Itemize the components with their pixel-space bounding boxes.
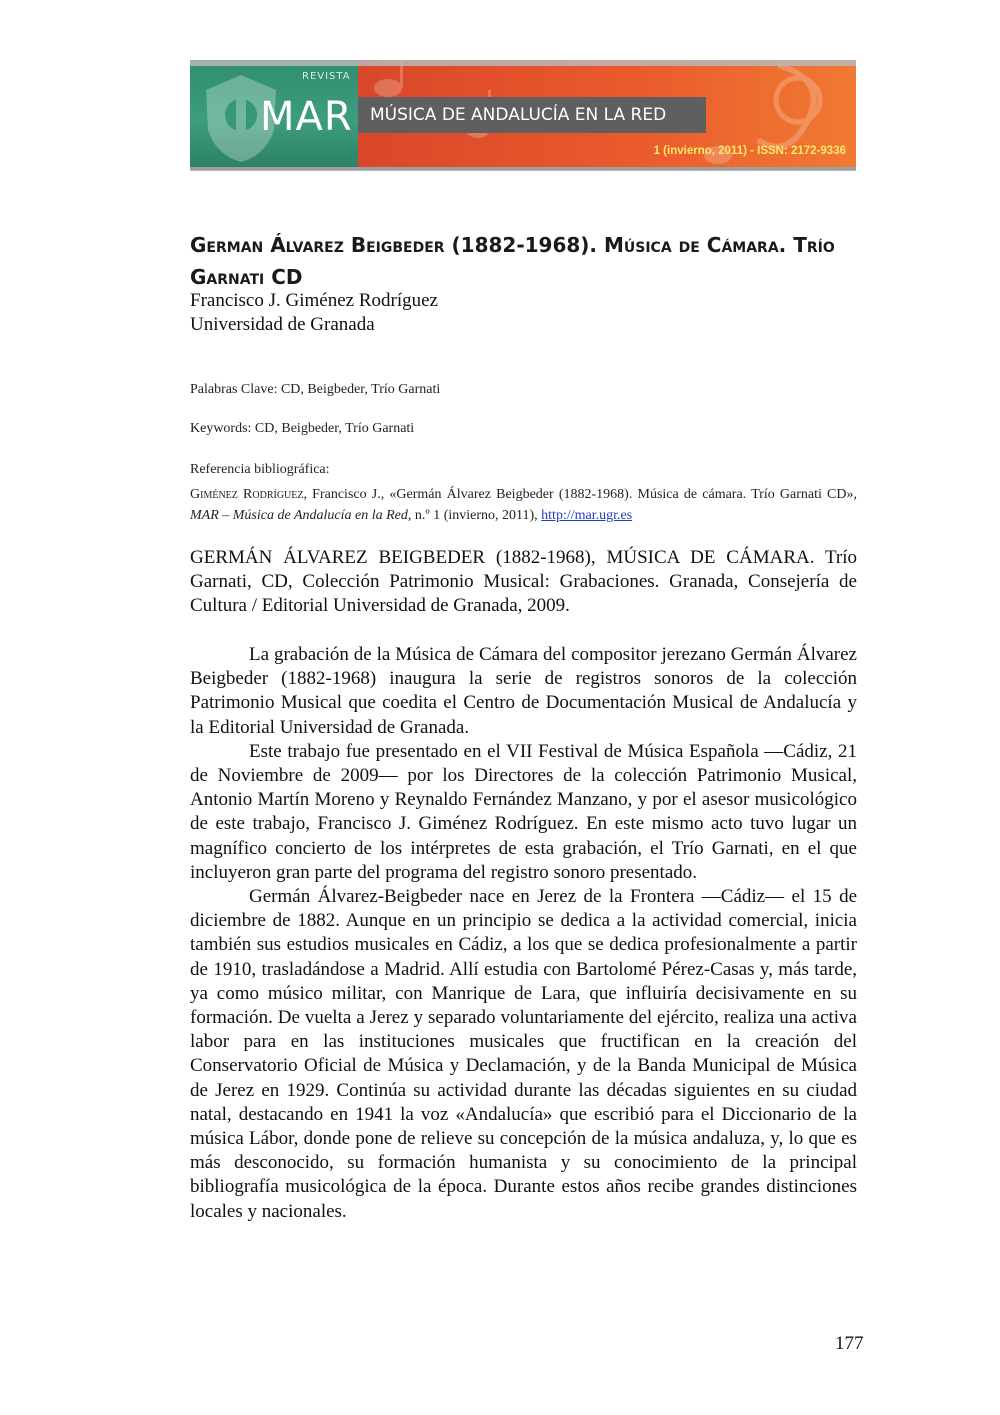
- issue-issn: 1 (invierno, 2011) - ISSN: 2172-9336: [653, 145, 846, 157]
- reference-journal: MAR – Música de Andalucía en la Red: [190, 508, 408, 523]
- article-body: [190, 643, 857, 1224]
- reference-link[interactable]: http://mar.ugr.es: [541, 508, 633, 523]
- article-author: Francisco J. Giménez Rodríguez: [190, 290, 438, 311]
- keywords-es: Palabras Clave: CD, Beigbeder, Trío Garnati: [190, 382, 441, 397]
- reference-text: [190, 484, 857, 526]
- body-paragraph: Este trabajo fue presentado en el VII Festival de Música Española —Cádiz, 21 de Noviembre de 2009— por los Directores de la colección Patrimonio Musical, Antonio Martín Moreno y Reynaldo Fernández Manzano, y por el asesor musicológico de este trabajo, Francisco J. Giménez Rodríguez. En este mismo acto tuvo lugar un magnífico concierto de los intérpretes de esta grabación, el Trío Garnati, en el que incluyeron gran parte del programa del registro sonoro presentado.: [190, 740, 857, 883]
- reference-part1: , Francisco J., «Germán Álvarez Beigbeder (1882-1968). Música de cámara. Trío Garnati CD»,: [303, 487, 857, 502]
- page-number: 177: [835, 1333, 864, 1354]
- revista-label: REVISTA: [302, 71, 351, 82]
- journal-subtitle: MÚSICA DE ANDALUCÍA EN LA RED: [358, 97, 706, 133]
- banner-bottom-line: [190, 167, 856, 170]
- body-paragraph: La grabación de la Música de Cámara del compositor jerezano Germán Álvarez Beigbeder (1882-1968) inaugura la serie de registros sonoros de la colección Patrimonio Musical que coedita el Centro de Documentación Musical de Andalucía y la Editorial Universidad de Granada.: [190, 644, 857, 738]
- journal-banner: [190, 60, 856, 170]
- mar-logo: MAR: [260, 94, 353, 140]
- reference-label: Referencia bibliográfica:: [190, 462, 330, 477]
- banner-top-line: [190, 60, 856, 66]
- cd-reference: GERMÁN ÁLVAREZ BEIGBEDER (1882-1968), MÚSICA DE CÁMARA. Trío Garnati, CD, Colección Patrimonio Musical: Grabaciones. Granada, Consejería de Cultura / Editorial Universidad de Granada, 2009.: [190, 547, 857, 616]
- article-title: German Álvarez Beigbeder (1882-1968). Música de Cámara. Trío Garnati CD: [190, 233, 835, 289]
- reference-author: Giménez Rodríguez: [190, 487, 304, 502]
- reference-part2: , n.º 1 (invierno, 2011),: [407, 508, 542, 523]
- keywords-en: Keywords: CD, Beigbeder, Trío Garnati: [190, 421, 415, 436]
- author-affiliation: Universidad de Granada: [190, 314, 375, 335]
- body-paragraph: Germán Álvarez-Beigbeder nace en Jerez de la Frontera —Cádiz— el 15 de diciembre de 1882. Aunque en un principio se dedica a la actividad comercial, inicia también sus estudios musicales en Cádiz, a los que se dedica profesionalmente a partir de 1910, trasladándose a Madrid. Allí estudia con Bartolomé Pérez-Casas y, más tarde, ya como músico militar, con Manrique de Lara, que influiría decisivamente en su formación. De vuelta a Jerez y separado voluntariamente del ejército, realiza una activa labor para en las instituciones musicales que fructifican en la creación del Conservatorio Oficial de Música y Declamación, y de la Banda Municipal de Música de Jerez en 1929. Continúa su actividad durante las décadas siguientes en su ciudad natal, destacando en 1941 la voz «Andalucía» que escribió para el Diccionario de la música Lábor, donde pone de relieve su concepción de la música andaluza, y, lo que es más desconocido, su formación humanista y su conocimiento de la principal bibliografía musicológica de la época. Durante estos años recibe grandes distinciones locales y nacionales.: [190, 886, 857, 1222]
